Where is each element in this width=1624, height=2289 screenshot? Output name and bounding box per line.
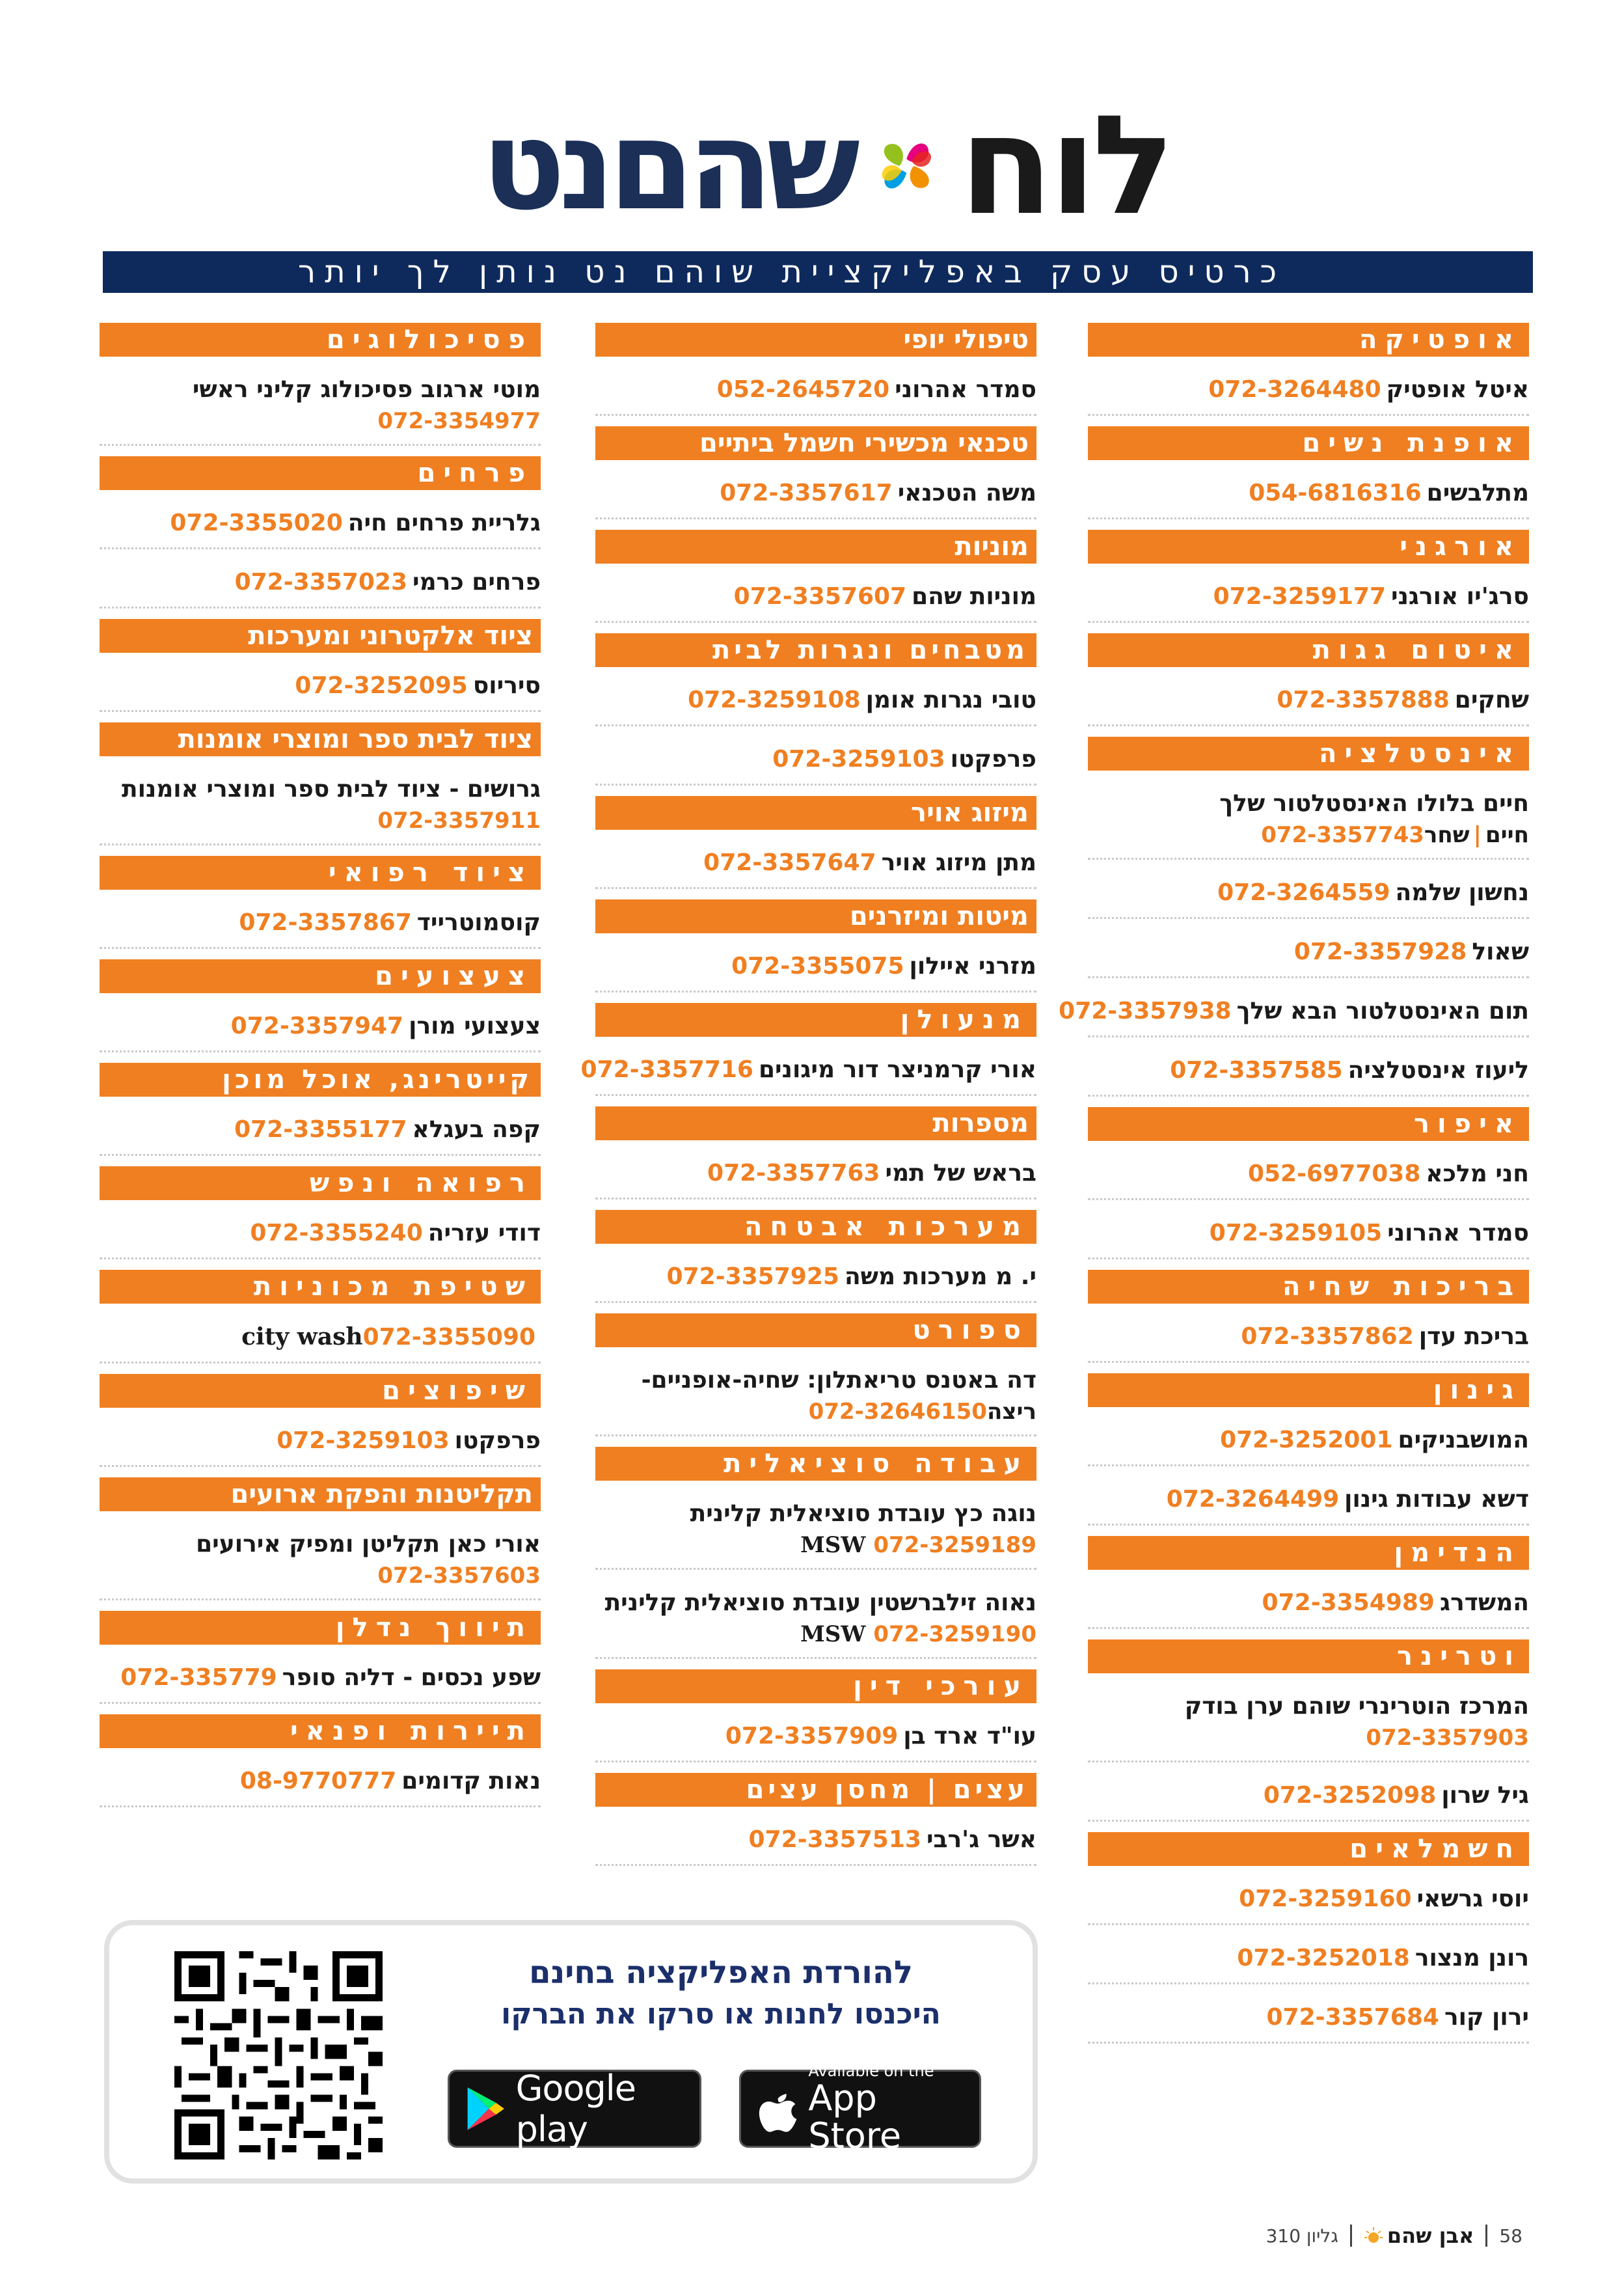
listing-line — [100, 670, 541, 702]
business-listing — [100, 767, 541, 845]
business-name: מוניות שהם — [912, 583, 1036, 610]
phone-number[interactable]: 072-3357023 — [234, 569, 407, 596]
business-listing — [100, 500, 541, 549]
business-name: מוטי ארגוב פסיכולוג קליני ראשי — [192, 376, 541, 403]
business-name: משה הטכנאי — [897, 480, 1036, 506]
listing-line — [595, 847, 1036, 879]
listing-line — [1088, 1424, 1529, 1457]
business-listing — [1088, 1936, 1529, 1984]
google-play-badge[interactable] — [448, 2070, 701, 2148]
business-listing — [595, 574, 1036, 623]
footer-page-number: 58 — [1499, 2225, 1522, 2247]
tagline-banner: כרטיס עסק באפליקציית שוהם נט נותן לך יותר — [103, 251, 1533, 293]
business-listing — [100, 1314, 541, 1364]
business-listing — [595, 1580, 1036, 1659]
business-listing — [1088, 1580, 1529, 1629]
flower-logo-icon — [871, 98, 943, 234]
business-name: נאות קדומים — [401, 1768, 541, 1794]
business-name: עו"ד ארד בן — [903, 1723, 1036, 1749]
business-listing — [1088, 678, 1529, 726]
business-listing — [595, 840, 1036, 889]
phone-number[interactable]: 072-3357617 — [720, 480, 893, 506]
listing-line-2 — [595, 1619, 1036, 1649]
footer-divider — [1350, 2225, 1352, 2247]
business-listing — [1059, 989, 1529, 1037]
column-left — [100, 323, 541, 1818]
phone-number[interactable]: 072-3355075 — [731, 953, 904, 980]
business-name: אורי קרמניצר דור מיגונים — [758, 1056, 1036, 1083]
business-listing — [1088, 1773, 1529, 1822]
column-middle — [580, 323, 1036, 1876]
listing-line — [1088, 1587, 1529, 1619]
business-name: דשא עבודות גינון — [1344, 1486, 1529, 1513]
listing-line — [1088, 2001, 1529, 2034]
business-listing — [100, 1004, 541, 1052]
business-name: שפע נכסים - דליה סופר — [282, 1664, 541, 1691]
business-name: סרג'יו אורגני — [1391, 583, 1529, 610]
business-listing — [100, 1522, 541, 1600]
category-header: קייטרינג, אוכל מוכן — [100, 1063, 541, 1097]
phone-number[interactable]: 072-3357928 — [1293, 939, 1467, 965]
phone-number[interactable]: 072-3355240 — [250, 1220, 423, 1246]
business-name: המשדרג — [1439, 1589, 1529, 1616]
business-listing — [1088, 471, 1529, 519]
phone-number[interactable]: 072-3259108 — [688, 687, 861, 713]
category-header: ספורט — [595, 1313, 1036, 1347]
phone-number[interactable]: 072-3357862 — [1241, 1323, 1414, 1350]
phone-number[interactable]: 072-3357585 — [1170, 1057, 1343, 1084]
listing-line — [100, 907, 541, 939]
category-header: מטבחים ונגרות לבית — [595, 633, 1036, 667]
business-name: ליעוז אינסטלציה — [1347, 1057, 1529, 1084]
business-name-3: שחר — [1424, 822, 1470, 848]
business-name: נחשון שלמה — [1395, 879, 1529, 906]
category-header: מנעולן — [595, 1003, 1036, 1037]
phone-number[interactable]: 052-6977038 — [1247, 1160, 1421, 1187]
business-name: המרכז הוטרינרי שוהם ערן בודק — [1184, 1693, 1529, 1720]
category-header: אופטיקה — [1088, 323, 1529, 357]
category-header: וטרינר — [1088, 1639, 1529, 1673]
column-right — [1059, 323, 1529, 2054]
category-header: שטיפת מכוניות — [100, 1270, 541, 1304]
listing-line — [1088, 1690, 1529, 1753]
qr-code-icon[interactable] — [174, 1951, 383, 2159]
listing-line — [1088, 1883, 1529, 1915]
category-header: תקליטנות והפקת ארועים — [100, 1477, 541, 1511]
page-footer — [1236, 2216, 1522, 2255]
listing-line-2 — [595, 1530, 1036, 1560]
listing-line — [1088, 1483, 1529, 1516]
listing-line — [595, 684, 1036, 717]
business-listing — [1088, 1876, 1529, 1925]
business-name: סמדר אהרוני — [1387, 1220, 1529, 1246]
business-name: י. מ מערכות משה — [844, 1263, 1036, 1290]
listing-line — [100, 566, 541, 599]
business-listing — [100, 1418, 541, 1467]
business-listing — [595, 737, 1036, 786]
business-listing — [1088, 1211, 1529, 1259]
category-header: עצים | מחסן עצים — [595, 1773, 1036, 1807]
phone-number[interactable]: 072-3357603 — [377, 1563, 541, 1589]
listing-line — [1088, 788, 1529, 850]
business-name: חני מלכא — [1426, 1160, 1529, 1187]
business-listing — [1088, 1995, 1529, 2044]
download-text — [435, 1951, 1007, 2035]
business-name: שחקים — [1454, 687, 1529, 713]
listing-line — [1088, 374, 1529, 406]
phone-number[interactable]: 072-3357911 — [377, 808, 541, 834]
business-name: דה באטנס טריאתלון: שחיה-אופניים- — [641, 1367, 1036, 1393]
category-header: גינון — [1088, 1373, 1529, 1407]
apple-icon — [758, 2084, 798, 2133]
listing-line-2 — [1088, 820, 1529, 850]
business-name: סמדר אהרוני — [895, 376, 1036, 403]
listing-line — [580, 1054, 1036, 1086]
business-name: city wash — [241, 1323, 363, 1350]
business-listing — [100, 1759, 541, 1807]
category-header: ציוד אלקטרוני ומערכות — [100, 619, 541, 653]
category-header: ציוד לבית ספר ומוצרי אומנות — [100, 722, 541, 756]
google-play-label: Google play — [515, 2068, 636, 2150]
business-name: מתלבשים — [1426, 480, 1529, 506]
category-header: מיטות ומיזרנים — [595, 899, 1036, 933]
business-name: גיל שרון — [1441, 1782, 1529, 1809]
business-listing — [1088, 781, 1529, 860]
business-listing — [1088, 1684, 1529, 1762]
listing-line — [595, 581, 1036, 613]
phone-number[interactable]: 072-3355177 — [234, 1116, 407, 1143]
phone-number[interactable]: 072-3355020 — [170, 510, 343, 536]
listing-line — [100, 1114, 541, 1146]
listing-line — [595, 374, 1036, 406]
business-listing — [100, 1211, 541, 1259]
listing-line — [595, 1498, 1036, 1560]
sun-logo-icon — [1364, 2226, 1383, 2245]
business-listing — [595, 1254, 1036, 1303]
phone-number[interactable]: 072-3357743 — [1261, 822, 1424, 848]
phone-number[interactable]: 072-3252018 — [1237, 1945, 1410, 1971]
listing-line — [1088, 1158, 1529, 1190]
category-header: איפור — [1088, 1107, 1529, 1141]
business-listing — [1088, 1477, 1529, 1526]
business-name: רונן מנצור — [1414, 1945, 1529, 1971]
listing-line-2 — [100, 1561, 541, 1591]
phone-number[interactable]: 072-3252095 — [295, 672, 468, 699]
phone-number[interactable]: 072-3354989 — [1262, 1589, 1435, 1616]
business-name: אורי כאן תקליטן ומפיק אירועים — [196, 1531, 541, 1557]
category-header: תיווך נדלן — [100, 1611, 541, 1645]
phone-number[interactable]: 072-3264499 — [1166, 1486, 1340, 1513]
phone-number[interactable]: 072-3355090 — [362, 1324, 535, 1350]
business-name: מזרני איילון — [909, 953, 1036, 980]
listing-line — [1088, 477, 1529, 510]
business-listing — [595, 367, 1036, 416]
business-name: קוסמוטרייד — [416, 909, 541, 936]
phone-number[interactable]: 072-3357925 — [666, 1263, 839, 1290]
business-listing — [595, 471, 1036, 519]
phone-number[interactable]: 072-3357867 — [239, 909, 412, 936]
listing-line — [100, 507, 541, 540]
phone-number[interactable]: 072-3357888 — [1277, 687, 1450, 713]
app-store-label: App Store — [808, 2077, 902, 2156]
footer-issue: גליון 310 — [1265, 2225, 1338, 2247]
logo-word-shohamnet: שהםנט — [481, 94, 854, 238]
category-header: טיפולי יופי — [595, 323, 1036, 357]
business-listing — [1088, 1048, 1529, 1097]
phone-number[interactable]: 052-2645720 — [716, 376, 890, 403]
business-name: נאוה זילברשטין עובדת סוציאלית קלינית — [604, 1589, 1036, 1616]
phone-number[interactable]: 054-6816316 — [1249, 480, 1422, 506]
phone-number[interactable]: 072-3252001 — [1220, 1427, 1393, 1453]
business-listing — [595, 1817, 1036, 1866]
business-name: שאול — [1472, 939, 1529, 965]
site-logo — [481, 86, 1171, 245]
phone-number[interactable]: 072-3259190 — [873, 1621, 1036, 1647]
listing-line — [1088, 1217, 1529, 1250]
category-header: מערכות אבטחה — [595, 1210, 1036, 1244]
business-name: גרושים - ציוד לבית ספר ומוצרי אומנות — [121, 776, 541, 802]
category-header: מספרות — [595, 1106, 1036, 1140]
category-header: עורכי דין — [595, 1669, 1036, 1703]
listing-line — [595, 1587, 1036, 1649]
category-header: פסיכולוגים — [100, 323, 541, 357]
business-name: אשר ג'רבי — [926, 1826, 1036, 1853]
listing-line — [1088, 1942, 1529, 1975]
phone-number[interactable]: 072-3357684 — [1266, 2004, 1439, 2031]
category-header: אורגני — [1088, 530, 1529, 564]
phone-number[interactable]: 072-3252098 — [1263, 1782, 1437, 1809]
phone-number[interactable]: 072-3259160 — [1239, 1885, 1412, 1912]
business-listing — [1088, 574, 1529, 623]
listing-line-2 — [100, 406, 541, 436]
category-header: מוניות — [595, 530, 1036, 564]
listing-line — [100, 1662, 541, 1694]
category-header: שיפוצים — [100, 1374, 541, 1408]
business-listing — [100, 1107, 541, 1156]
business-listing — [100, 560, 541, 609]
category-header: אינסטלציה — [1088, 737, 1529, 771]
footer-divider — [1485, 2225, 1487, 2247]
listing-line — [1088, 1321, 1529, 1353]
listing-line — [100, 773, 541, 836]
listing-line — [100, 1321, 541, 1354]
business-listing — [100, 1655, 541, 1704]
business-listing — [595, 944, 1036, 993]
listing-line — [100, 1010, 541, 1043]
listing-line — [595, 1364, 1036, 1427]
listing-line — [595, 477, 1036, 510]
listing-line-2 — [595, 1397, 1036, 1427]
footer-brand-label: אבן שהם — [1387, 2223, 1474, 2248]
listing-line — [1088, 1054, 1529, 1087]
listing-line — [1088, 581, 1529, 613]
phone-number[interactable]: 072-32646150 — [808, 1399, 987, 1425]
business-name: פרחים כרמי — [413, 569, 541, 596]
business-listing — [595, 1358, 1036, 1436]
category-header: מיזוג אויר — [595, 796, 1036, 830]
phone-number[interactable]: 072-3357947 — [230, 1013, 404, 1039]
business-name: סיריוס — [472, 672, 541, 699]
phone-number[interactable]: 072-3357763 — [707, 1160, 880, 1186]
business-name: המושבניקים — [1398, 1427, 1529, 1453]
business-listing — [1088, 1418, 1529, 1466]
category-header: רפואה ונפש — [100, 1166, 541, 1200]
business-listing — [100, 900, 541, 949]
listing-line — [100, 1528, 541, 1591]
business-name: טובי נגרות אומן — [865, 687, 1036, 713]
business-name: קפה בעגלא — [412, 1116, 541, 1143]
listing-line — [595, 743, 1036, 776]
business-listing — [100, 367, 541, 446]
listing-line — [1088, 936, 1529, 968]
phone-number[interactable]: 072-3264559 — [1217, 879, 1390, 906]
category-header: הנדימן — [1088, 1536, 1529, 1570]
business-listing — [580, 1047, 1036, 1096]
listing-line — [595, 950, 1036, 983]
phone-number[interactable]: 072-3357909 — [725, 1723, 899, 1749]
category-header: ציוד רפואי — [100, 856, 541, 890]
business-name: נוגה כץ עובדת סוציאלית קלינית — [690, 1500, 1036, 1527]
listing-line — [1088, 684, 1529, 717]
listing-line — [1059, 995, 1529, 1028]
phone-number[interactable]: 072-335779 — [120, 1664, 277, 1691]
business-listing — [595, 1151, 1036, 1199]
listing-line — [595, 1824, 1036, 1856]
category-header: צעצועים — [100, 959, 541, 993]
listing-line — [100, 1217, 541, 1250]
app-store-text — [808, 2063, 979, 2155]
phone-number[interactable]: 072-3259103 — [277, 1427, 450, 1454]
phone-number[interactable]: 08-9770777 — [239, 1768, 397, 1794]
credential-suffix: MSW — [800, 1532, 866, 1558]
category-header: טכנאי מכשירי חשמל ביתיים — [595, 426, 1036, 460]
listing-line — [100, 1765, 541, 1798]
phone-number[interactable]: 072-3357716 — [580, 1056, 753, 1083]
listing-line — [595, 1720, 1036, 1753]
listing-line — [595, 1157, 1036, 1190]
business-listing — [100, 663, 541, 712]
business-name: בראש של תמי — [885, 1160, 1036, 1186]
app-download-box — [104, 1920, 1038, 2184]
phone-number[interactable]: 072-3357513 — [748, 1826, 921, 1853]
category-header: פרחים — [100, 456, 541, 490]
business-listing — [1088, 870, 1529, 919]
download-subtitle: היכנסו לחנות או סרקו את הברקו — [501, 1997, 941, 2031]
app-store-small-label: Available on the — [808, 2062, 934, 2080]
phone-number[interactable]: 072-3357647 — [703, 849, 876, 876]
name-separator: | — [1473, 822, 1482, 848]
listing-line — [1088, 1779, 1529, 1812]
google-play-icon — [465, 2083, 507, 2135]
phone-number[interactable]: 072-3357607 — [733, 583, 907, 610]
business-listing — [1088, 1151, 1529, 1200]
credential-suffix: MSW — [800, 1621, 866, 1647]
listing-line — [100, 1425, 541, 1457]
listing-line-2 — [100, 806, 541, 836]
listing-line — [1088, 877, 1529, 909]
phone-number[interactable]: 072-3354977 — [377, 408, 541, 434]
business-listing — [595, 1714, 1036, 1762]
listing-line — [595, 1261, 1036, 1293]
category-header: תיירות ופנאי — [100, 1714, 541, 1748]
category-header: בריכות שחיה — [1088, 1270, 1529, 1304]
app-store-badge[interactable] — [739, 2062, 981, 2156]
business-name: מתן מיזוג אויר — [881, 849, 1036, 876]
category-header: עבודה סוציאלית — [595, 1447, 1036, 1481]
business-name: איטל אופטיק — [1386, 376, 1529, 403]
business-name: צעצועי מורן — [409, 1013, 541, 1039]
business-listing — [595, 1491, 1036, 1570]
business-name-2: חיים — [1485, 822, 1529, 848]
business-name-2: ריצה — [986, 1399, 1036, 1425]
business-listing — [595, 678, 1036, 726]
business-name: תום האינסטלטור הבא שלך — [1236, 998, 1529, 1024]
business-name: פרפקטו — [950, 746, 1036, 773]
business-name: יוסי גרשאי — [1416, 1885, 1529, 1912]
category-header: אופנת נשים — [1088, 426, 1529, 460]
business-name: חיים בלולו האינסטלטור שלך — [1219, 790, 1529, 817]
business-listing — [1088, 367, 1529, 416]
business-listing — [1088, 929, 1529, 978]
phone-number[interactable]: 072-3259105 — [1209, 1220, 1383, 1246]
phone-number[interactable]: 072-3264480 — [1208, 376, 1381, 403]
business-name: בריכת עדן — [1418, 1323, 1529, 1350]
phone-number[interactable]: 072-3259103 — [772, 746, 945, 773]
listing-line — [100, 374, 541, 436]
phone-number[interactable]: 072-3259189 — [873, 1532, 1036, 1558]
phone-number[interactable]: 072-3357903 — [1366, 1725, 1529, 1751]
download-title: להורדת האפליקציה בחינם — [529, 1954, 913, 1991]
business-name: ירון קור — [1444, 2004, 1529, 2031]
listing-line-2 — [1088, 1723, 1529, 1753]
category-header: חשמלאים — [1088, 1832, 1529, 1866]
logo-word-board: לוח — [959, 86, 1171, 245]
category-header: איטום גגות — [1088, 633, 1529, 667]
footer-brand — [1364, 2223, 1474, 2248]
business-name: דודי עזריה — [427, 1220, 541, 1246]
business-listing — [1088, 1314, 1529, 1363]
phone-number[interactable]: 072-3357938 — [1059, 998, 1232, 1024]
business-name: גלריית פרחים חיה — [347, 510, 541, 536]
phone-number[interactable]: 072-3259177 — [1213, 583, 1387, 610]
business-name: פרפקטו — [454, 1427, 541, 1454]
